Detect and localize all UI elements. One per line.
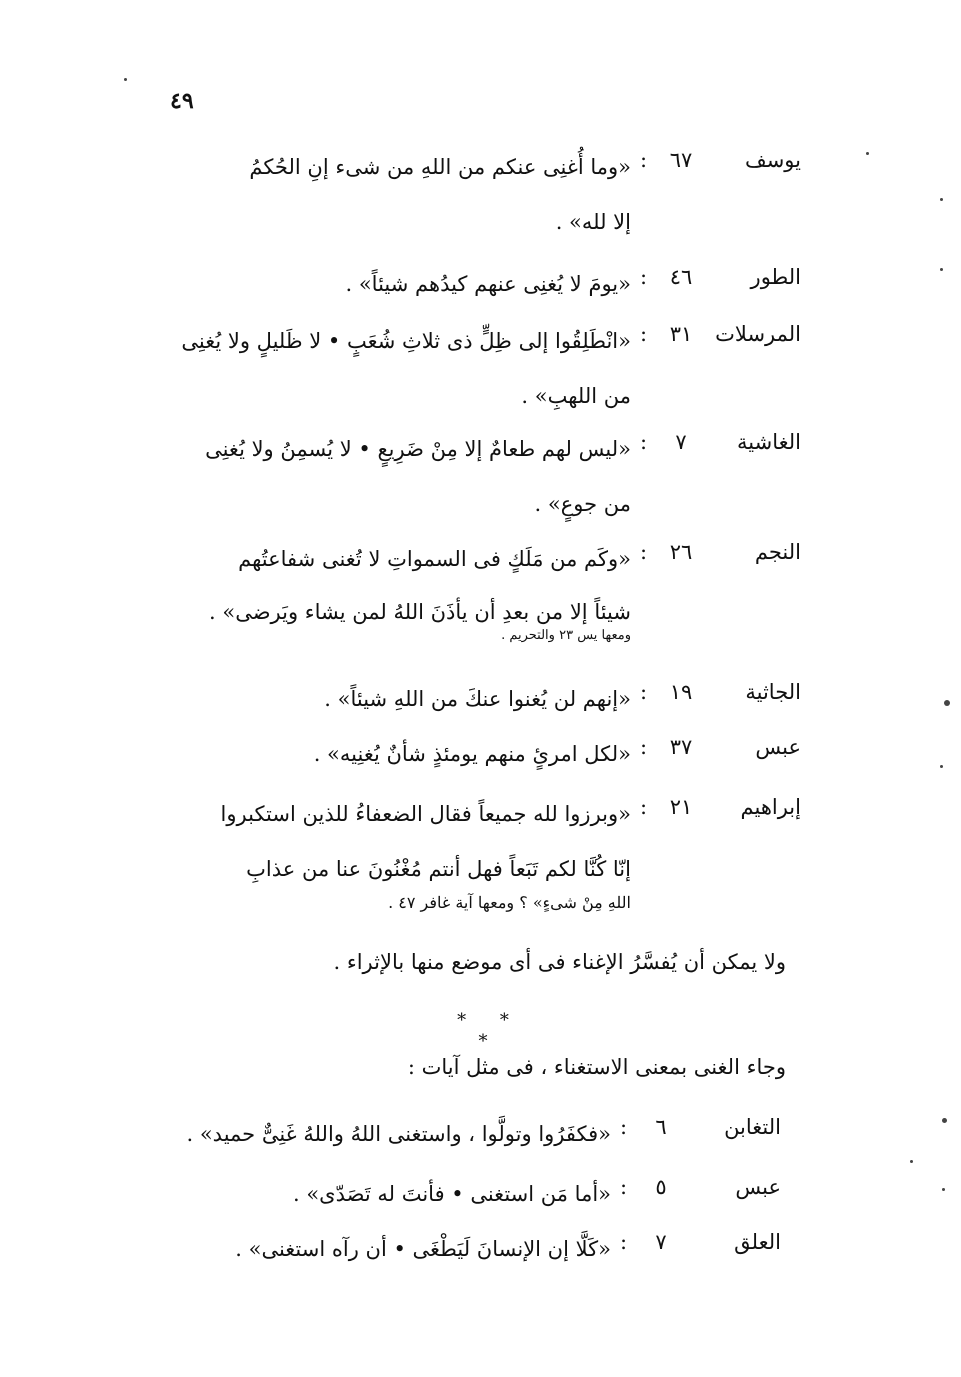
scan-speck [910, 1160, 913, 1163]
verse-text [161, 257, 631, 312]
verse-line: «ليس لهم طعامٌ إلا مِنْ ضَرِيعٍ • لا يُسمِنُ ولا يُغنِى [205, 437, 631, 461]
surah-name: عبس [755, 735, 801, 759]
verse-number: ٤٦ [669, 265, 693, 289]
verse-line: «وما أُغنِى عنكم من اللهِ من شىء إنِ الحُكمُ [249, 155, 631, 179]
page-number: ٤٩ [170, 88, 194, 114]
verse-number: ٢١ [669, 795, 693, 819]
surah-name: العلق [734, 1230, 781, 1254]
section-intro: وجاء الغنى بمعنى الاستغناء ، فى مثل آيات : [407, 1055, 786, 1079]
surah-name: الجاثية [745, 680, 801, 704]
surah-name: الطور [750, 265, 801, 289]
surah-name: النجم [754, 540, 801, 564]
verse-line: إنّا كُنَّا لكم تَبَعاً فهل أنتم مُغْنُونَ عنا من عذابِ [246, 857, 631, 881]
verse-line: «فكفَرُوا وتولَّوا ، واستغنى اللهُ واللهُ غَنِىٌّ حميد» . [186, 1122, 611, 1146]
separator: : [619, 1115, 628, 1139]
verse-number: ٣١ [669, 322, 693, 346]
separator: : [619, 1175, 628, 1199]
scan-speck [942, 1188, 945, 1191]
separator: : [639, 795, 648, 819]
verse-number: ٦ [655, 1115, 667, 1139]
separator: : [619, 1230, 628, 1254]
verse-line: من اللهبِ» . [521, 384, 631, 408]
verse-number: ٥ [655, 1175, 667, 1199]
surah-name: يوسف [744, 148, 801, 172]
verse-text [161, 314, 631, 424]
verse-line: شيئاً إلا من بعدِ أن يأذَنَ اللهُ لمن يشاء ويَرضى» . [209, 600, 631, 624]
section-divider: * * * [457, 1010, 523, 1052]
verse-text [141, 1167, 611, 1222]
verse-line: «لكل امرئٍ منهم يومئذٍ شأنٌ يُغنِيه» . [313, 742, 631, 766]
separator: : [639, 680, 648, 704]
verse-number: ٧ [655, 1230, 667, 1254]
scan-speck [866, 152, 869, 155]
verse-line: «وبرزوا لله جميعاً فقال الضعفاءُ للذين استكبروا [220, 802, 631, 826]
surah-name: عبس [735, 1175, 781, 1199]
scan-speck [940, 198, 943, 201]
verse-line: «إنهم لن يُغنوا عنكَ من اللهِ شيئاً» . [324, 687, 631, 711]
verse-line: إلا لله» . [555, 210, 631, 234]
verse-line: «وكَم من مَلَكٍ فى السمواتِ لا تُغنى شفاعتُهم [238, 547, 631, 571]
verse-line: «يومَ لا يُغنِى عنهم كيدُهم شيئاً» . [345, 272, 631, 296]
verse-text [141, 1222, 611, 1277]
verse-text [161, 422, 631, 532]
scan-speck [944, 700, 950, 706]
verse-text [161, 787, 631, 897]
verse-number: ٢٦ [669, 540, 693, 564]
cross-reference-note: ومعها يس ٢٣ والتحريم . [501, 628, 631, 643]
verse-text [161, 532, 631, 637]
scan-speck [940, 765, 943, 768]
scan-speck [124, 78, 127, 81]
verse-text [161, 672, 631, 727]
verse-text [161, 727, 631, 782]
verse-text [161, 140, 631, 250]
surah-name: المرسلات [715, 322, 801, 346]
conclusion-paragraph: ولا يمكن أن يُفسَّرُ الإغناء فى أى موضع منها بالإثراء . [333, 950, 786, 974]
verse-line: «انْطَلِقُوا إلى ظِلٍّ ذى ثلاثِ شُعَبٍ • لا ظَليلٍ ولا يُغنِى [181, 329, 631, 353]
separator: : [639, 540, 648, 564]
scan-speck [940, 268, 943, 271]
scan-speck [942, 1118, 947, 1123]
verse-line: «كَلَّا إن الإنسانَ لَيَطْغَى • أن رآه استغنى» . [235, 1237, 611, 1261]
surah-name: التغابن [724, 1115, 781, 1139]
verse-number: ١٩ [669, 680, 693, 704]
verse-tail-with-reference: اللهِ مِنْ شىءٍ» ؟ ومعها آية غافر ٤٧ . [388, 893, 631, 912]
separator: : [639, 322, 648, 346]
verse-number: ٦٧ [669, 148, 693, 172]
separator: : [639, 148, 648, 172]
separator: : [639, 735, 648, 759]
surah-name: الغاشية [737, 430, 801, 454]
verse-line: «أما مَن استغنى • فأنتَ له تَصَدّى» . [292, 1182, 611, 1206]
verse-text [141, 1107, 611, 1162]
verse-line: من جوعٍ» . [534, 492, 631, 516]
separator: : [639, 265, 648, 289]
verse-number: ٧ [675, 430, 687, 454]
separator: : [639, 430, 648, 454]
verse-number: ٣٧ [669, 735, 693, 759]
surah-name: إبراهيم [740, 795, 801, 819]
